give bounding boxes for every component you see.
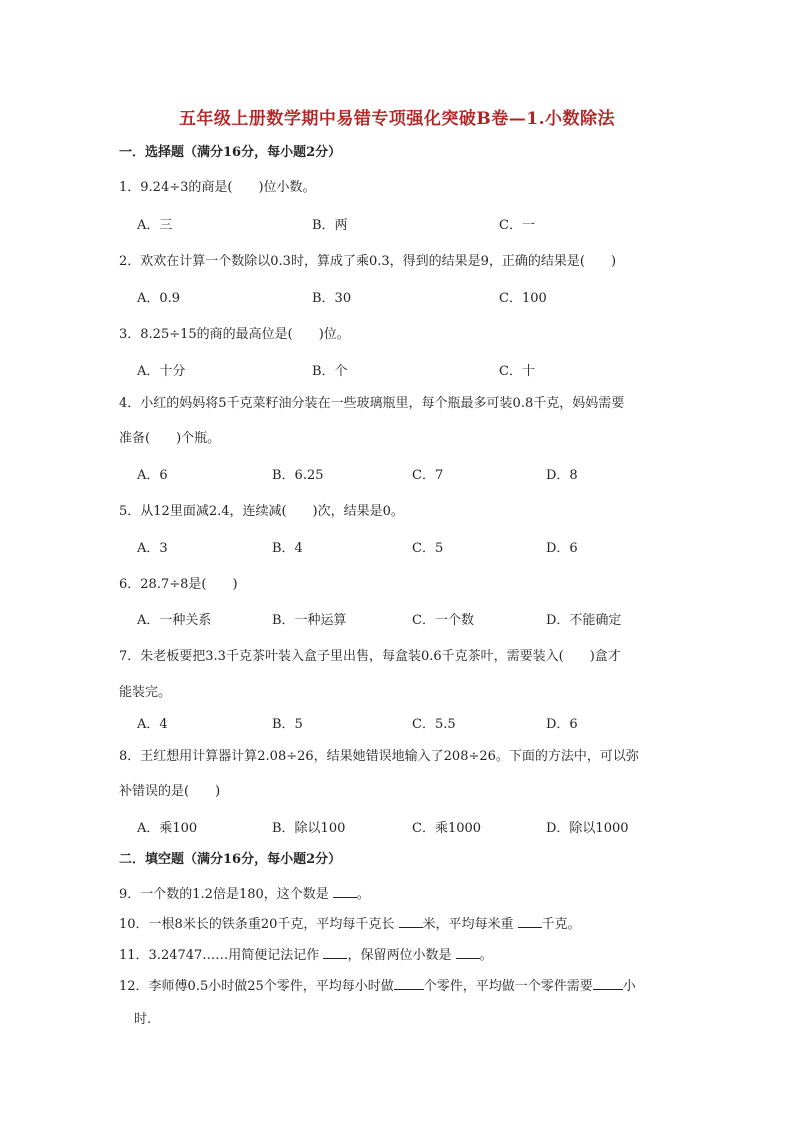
- q5-option-b: B．4: [272, 541, 303, 556]
- q8-option-a: A．乘100: [137, 821, 198, 836]
- q10-blank-1[interactable]: [399, 915, 423, 928]
- question-1: 1．9.24÷3的商是( )位小数。: [119, 180, 316, 195]
- question-11: [119, 946, 493, 965]
- question-8-line-1: 8．王红想用计算器计算2.08÷26，结果她错误地输入了208÷26。下面的方法中，可以弥: [119, 749, 639, 764]
- q12-text-c: 小: [622, 979, 636, 994]
- q7-option-d: D．6: [546, 717, 578, 732]
- q9-text: 9．一个数的1.2倍是180，这个数是: [119, 887, 329, 902]
- q6-option-c: C．一个数: [412, 613, 474, 628]
- q11-blank-1[interactable]: [323, 946, 347, 959]
- q8-option-c: C．乘1000: [412, 821, 482, 836]
- q4-option-c: C．7: [412, 468, 444, 483]
- q11-text-a: 11．3.24747……用简便记法记作: [119, 948, 320, 963]
- q5-option-d: D．6: [546, 541, 578, 556]
- question-5: 5．从12里面减2.4，连续减( )次，结果是0。: [119, 504, 404, 519]
- q4-option-a: A．6: [137, 468, 168, 483]
- q10-text-c: 千克。: [541, 917, 581, 932]
- question-2: 2．欢欢在计算一个数除以0.3时，算成了乘0.3，得到的结果是9，正确的结果是( ): [119, 254, 617, 269]
- q11-text-b: ，保留两位小数是: [347, 948, 452, 963]
- question-12-line-1: [119, 977, 636, 996]
- q7-option-a: A．4: [137, 717, 168, 732]
- q3-option-a: A．十分: [137, 364, 186, 379]
- q11-blank-2[interactable]: [456, 946, 480, 959]
- q7-option-c: C．5.5: [412, 717, 456, 732]
- q12-blank-2[interactable]: [593, 977, 623, 990]
- q10-blank-2[interactable]: [518, 915, 542, 928]
- q3-option-b: B．个: [312, 364, 348, 379]
- q4-option-d: D．8: [546, 468, 578, 483]
- q1-option-a: A．三: [137, 218, 173, 233]
- q10-text-b: 米，平均每米重: [422, 917, 514, 932]
- q12-text-a: 12．李师傅0.5小时做25个零件，平均每小时做: [119, 979, 394, 994]
- question-4-line-1: 4．小红的妈妈将5千克菜籽油分装在一些玻璃瓶里，每个瓶最多可装0.8千克，妈妈需要: [119, 396, 625, 411]
- q2-option-c: C．100: [499, 291, 547, 306]
- q12-text-b: 个零件，平均做一个零件需要: [423, 979, 593, 994]
- question-12-line-2: 时.: [134, 1012, 152, 1027]
- q6-option-b: B．一种运算: [272, 613, 347, 628]
- q12-blank-1[interactable]: [394, 977, 424, 990]
- q2-option-b: B．30: [312, 291, 352, 306]
- q5-option-a: A．3: [137, 541, 168, 556]
- question-3: 3．8.25÷15的商的最高位是( )位。: [119, 327, 350, 342]
- question-8-line-2: 补错误的是( ): [119, 784, 221, 799]
- section-fill-heading: 二．填空题（满分16分，每小题2分）: [119, 852, 342, 867]
- question-7-line-2: 能装完。: [119, 685, 172, 700]
- q6-option-a: A．一种关系: [137, 613, 212, 628]
- q6-option-d: D．不能确定: [546, 613, 622, 628]
- q7-option-b: B．5: [272, 717, 303, 732]
- q8-option-b: B．除以100: [272, 821, 346, 836]
- q1-option-b: B．两: [312, 218, 348, 233]
- q5-option-c: C．5: [412, 541, 444, 556]
- q10-text-a: 10．一根8米长的铁条重20千克，平均每千克长: [119, 917, 395, 932]
- q9-answer-blank[interactable]: [333, 885, 357, 898]
- question-4-line-2: 准备( )个瓶。: [119, 431, 221, 446]
- question-9: [119, 885, 370, 904]
- q8-option-d: D．除以1000: [546, 821, 629, 836]
- q3-option-c: C．十: [499, 364, 535, 379]
- question-7-line-1: 7．朱老板要把3.3千克茶叶装入盒子里出售，每盒装0.6千克茶叶，需要装入( )盒才: [119, 649, 621, 664]
- q9-end: 。: [356, 887, 370, 902]
- q1-option-c: C．一: [499, 218, 535, 233]
- question-6: 6．28.7÷8是( ): [119, 577, 238, 592]
- section-choice-heading: 一．选择题（满分16分，每小题2分）: [119, 145, 342, 160]
- page-title: 五年级上册数学期中易错专项强化突破B卷—1.小数除法: [178, 109, 616, 129]
- q2-option-a: A．0.9: [137, 291, 181, 306]
- question-10: [119, 915, 581, 934]
- q4-option-b: B．6.25: [272, 468, 324, 483]
- q11-text-c: 。: [479, 948, 493, 963]
